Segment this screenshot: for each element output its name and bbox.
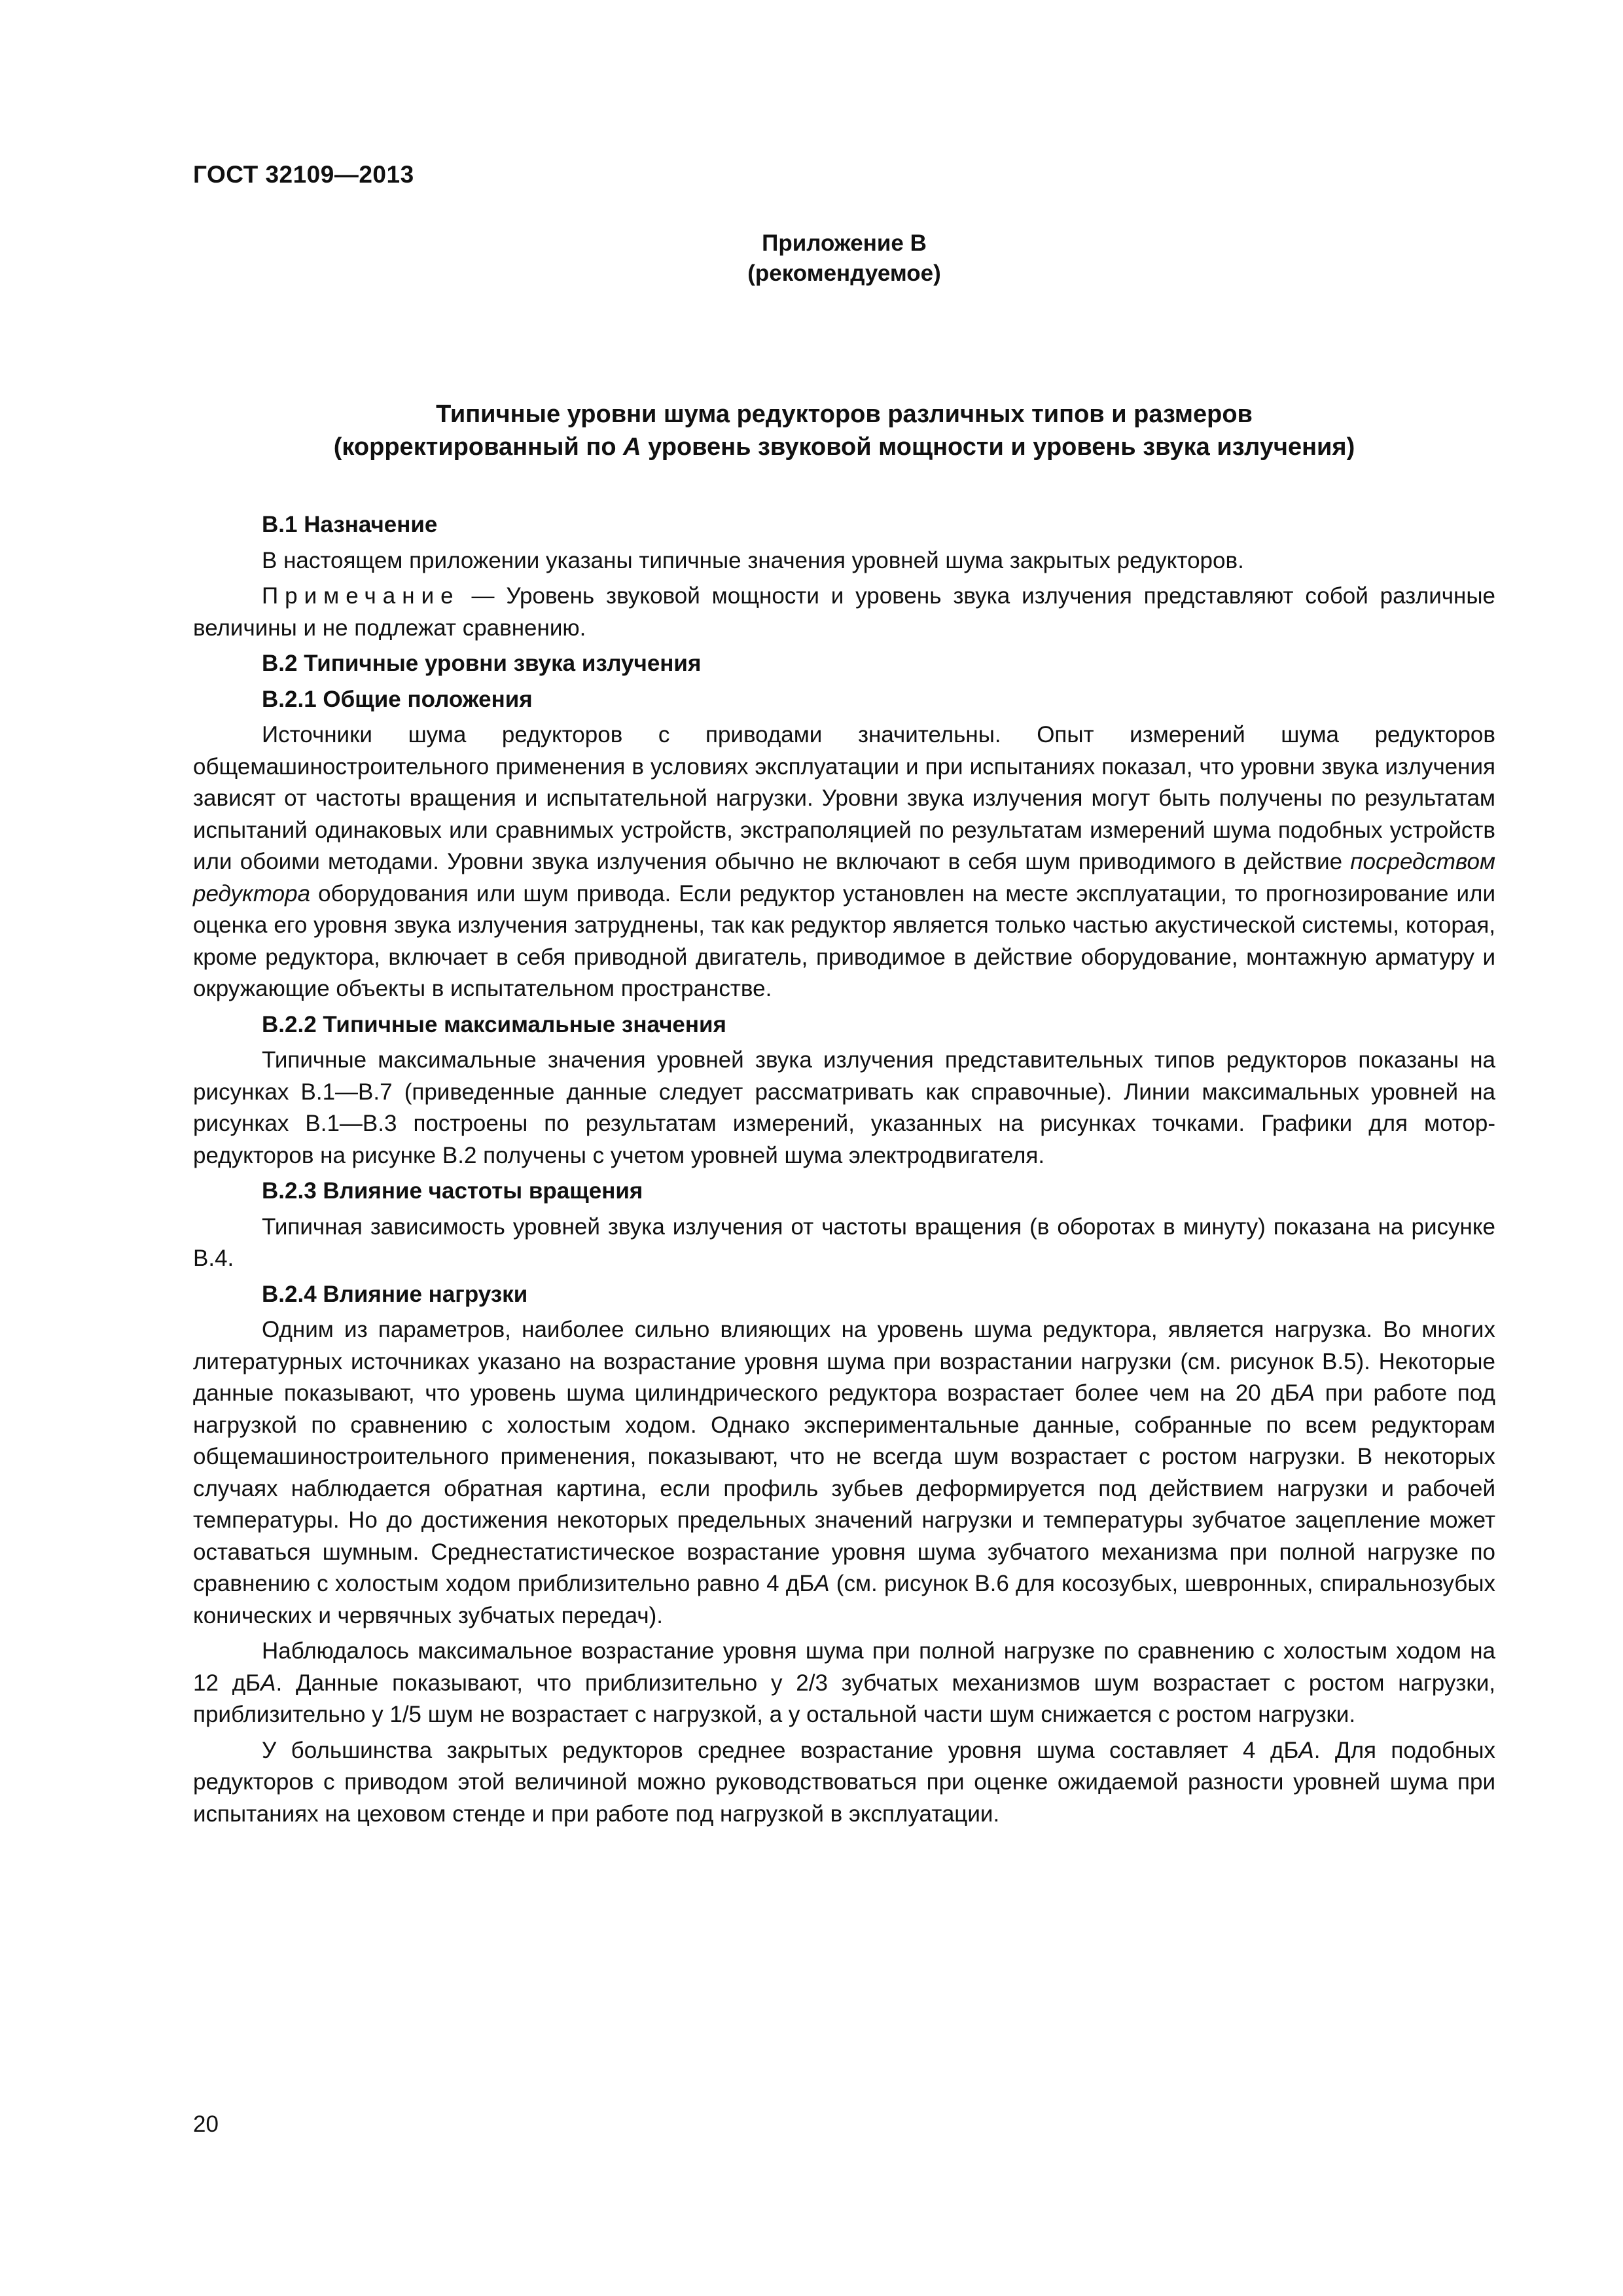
document-title-line1: Типичные уровни шума редукторов различных типов и размеров bbox=[436, 401, 1253, 428]
paragraph-b23: Типичная зависимость уровней звука излучения от частоты вращения (в оборотах в минуту) показана на рисунке В.4. bbox=[193, 1213, 1495, 1271]
note-paragraph bbox=[193, 581, 1495, 644]
unit-italic: А bbox=[814, 1571, 830, 1596]
section-heading-b21: В.2.1 Общие положения bbox=[262, 686, 533, 712]
section-heading-b1: В.1 Назначение bbox=[262, 512, 438, 537]
page-number: 20 bbox=[193, 2111, 219, 2137]
section-heading-b2: В.2 Типичные уровни звука излучения bbox=[262, 651, 702, 676]
paragraph-b24-3 bbox=[193, 1735, 1495, 1831]
paragraph-text: Одним из параметров, наиболее сильно влияющих на уровень шума редуктора, является нагрузка. Во многих литературных источниках указано на возрастание уровня шума при возрастании нагрузки (см. рисунок В.5). Некоторые данные показывают, что уровень шума цилиндрического редуктора возрастает более чем на 20 дБ bbox=[193, 1317, 1495, 1406]
title-italic-a: А bbox=[623, 433, 641, 461]
paragraph-text: Наблюдалось максимальное возрастание уровня шума при полной нагрузке по сравнению с холостым ходом на 12 дБ bbox=[193, 1638, 1495, 1696]
paragraph-b22: Типичные максимальные значения уровней звука излучения представительных типов редукторов показаны на рисунках В.1—В.7 (приведенные данные следует рассматривать как справочные). Линии максимальных уровней на рисунках В.1—В.3 построены по результатам измерений, указанных на рисунках точками. Графики для мотор-редукторов на рисунке В.2 получены с учетом уровней шума электродвигателя. bbox=[193, 1047, 1495, 1168]
paragraph-b24-1 bbox=[193, 1314, 1495, 1632]
section-heading-b23: В.2.3 Влияние частоты вращения bbox=[262, 1178, 643, 1204]
unit-italic: А bbox=[1299, 1380, 1315, 1406]
paragraph-text: У большинства закрытых редукторов среднее возрастание уровня шума составляет 4 дБ bbox=[262, 1737, 1299, 1763]
appendix-label: Приложение В bbox=[762, 230, 927, 256]
appendix-status: (рекомендуемое) bbox=[747, 260, 941, 286]
standard-number: ГОСТ 32109—2013 bbox=[193, 161, 414, 188]
unit-italic: А bbox=[1298, 1737, 1314, 1763]
document-body bbox=[193, 509, 1495, 1834]
paragraph-text: . Данные показывают, что приблизительно у 2/3 зубчатых механизмов шум возрастает с ростом нагрузки, приблизительно у 1/5 шум не возрастает с нагрузкой, а у остальной части шум снижается с ростом нагрузки. bbox=[193, 1670, 1495, 1727]
paragraph-text: Источники шума редукторов с приводами значительны. Опыт измерений шума редукторов общемашиностроительного применения в условиях эксплуатации и при испытаниях показал, что уровни звука излучения зависят от частоты вращения и испытательной нагрузки. Уровни звука излучения могут быть получены по результатам испытаний одинаковых или сравнимых устройств, экстраполяцией по результатам измерений шума подобных устройств или обоими методами. Уровни звука излучения обычно не включают в себя шум приводимого в действие bbox=[193, 722, 1495, 874]
document-title-line2 bbox=[0, 431, 1623, 463]
note-label: Примечание bbox=[262, 583, 460, 609]
paragraph-text: оборудования или шум привода. Если редуктор установлен на месте эксплуатации, то прогнозирование или оценка его уровня звука излучения затруднены, так как редуктор является только частью акустической системы, которая, кроме редуктора, включает в себя приводной двигатель, приводимое в действие оборудование, монтажную арматуру и окружающие объекты в испытательном пространстве. bbox=[193, 880, 1495, 1001]
paragraph-text: (см. рисунок В.6 для косозубых, шевронных, спиральнозубых конических и червячных зубчатых передач). bbox=[193, 1571, 1495, 1628]
title-text: (корректированный по bbox=[333, 433, 624, 461]
paragraph-b1: В настоящем приложении указаны типичные значения уровней шума закрытых редукторов. bbox=[262, 547, 1244, 573]
section-heading-b24: В.2.4 Влияние нагрузки bbox=[262, 1281, 528, 1307]
title-text: уровень звуковой мощности и уровень звука излучения) bbox=[641, 433, 1355, 461]
paragraph-text: при работе под нагрузкой по сравнению с холостым ходом. Однако экспериментальные данные, собранные по всем редукторам общемашиностроительного применения, показывают, что не всегда шум возрастает с ростом нагрузки. В некоторых случаях наблюдается обратная картина, если профиль зубьев деформируется под действием нагрузки и рабочей температуры. Но до достижения некоторых предельных значений нагрузки и температуры зубчатое зацепление может оставаться шумным. Среднестатистическое возрастание уровня шума зубчатого механизма при полной нагрузке по сравнению с холостым ходом приблизительно равно 4 дБ bbox=[193, 1380, 1495, 1596]
note-text: — Уровень звуковой мощности и уровень звука излучения представляют собой различные величины и не подлежат сравнению. bbox=[193, 583, 1495, 641]
section-heading-b22: В.2.2 Типичные максимальные значения bbox=[262, 1011, 726, 1037]
paragraph-b24-2 bbox=[193, 1636, 1495, 1731]
paragraph-b21 bbox=[193, 719, 1495, 1005]
paragraph-text: . Для подобных редукторов с приводом этой величиной можно руководствоваться при оценке ожидаемой разности уровней шума при испытаниях на цеховом стенде и при работе под нагрузкой в эксплуатации. bbox=[193, 1737, 1495, 1827]
paragraph-italic: посредством редуктора bbox=[193, 849, 1495, 906]
unit-italic: А bbox=[260, 1670, 276, 1696]
